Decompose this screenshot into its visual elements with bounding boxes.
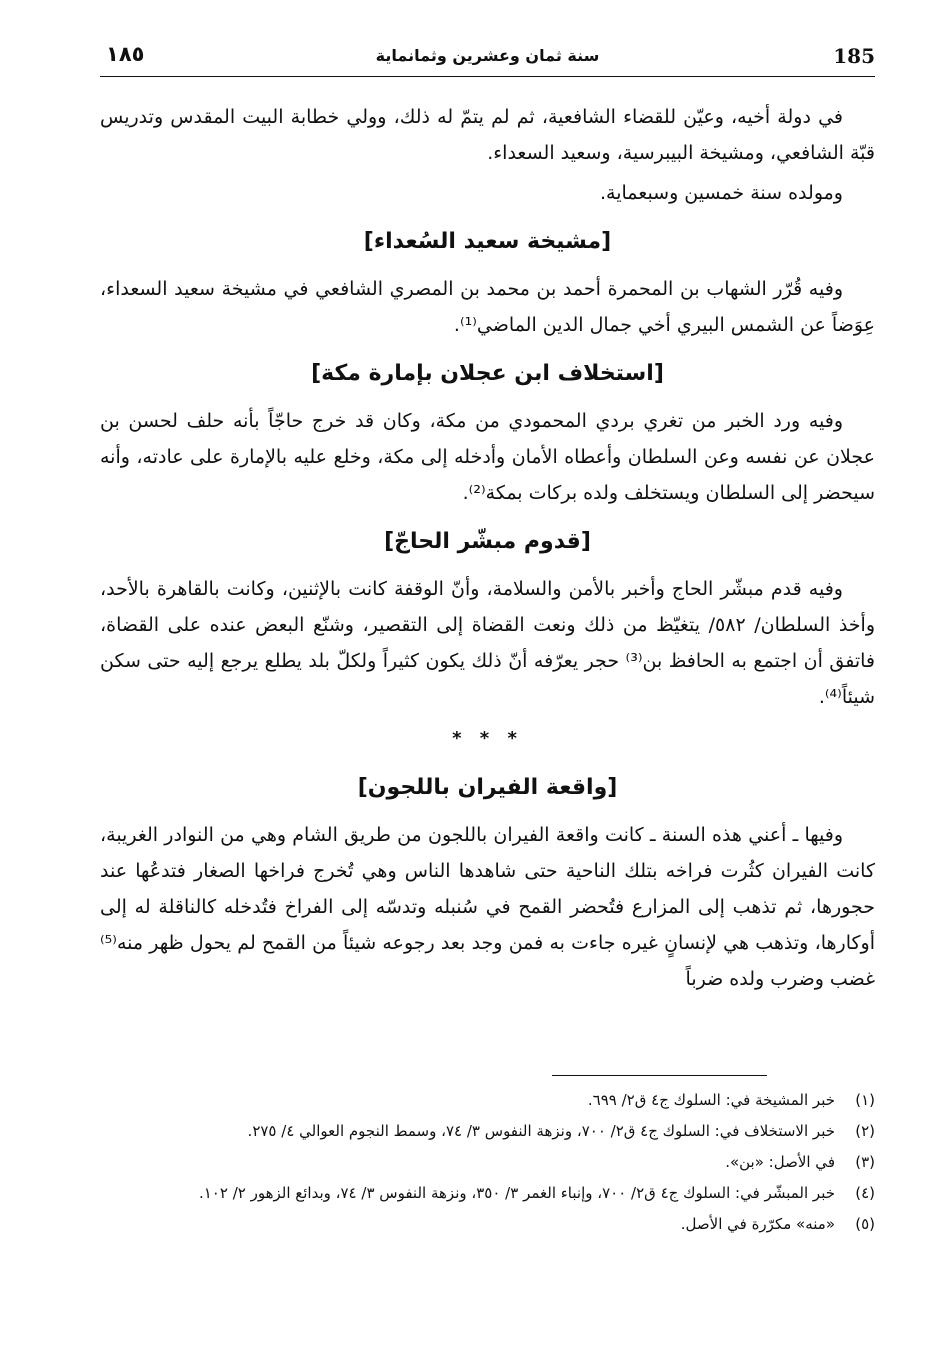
section-heading: [استخلاف ابن عجلان بإمارة مكة] xyxy=(311,361,664,386)
footnote-number: (٢) xyxy=(855,1122,875,1140)
footnote xyxy=(100,1180,875,1207)
page-number-latin: 185 xyxy=(833,44,875,68)
footnote xyxy=(100,1118,875,1145)
footnote-text: خبر المبشّر في: السلوك ج٤ ق٢/ ٧٠٠، وإنباء الغمر ٣/ ٣٥٠، ونزهة النفوس ٣/ ٧٤، وبدائع الزهور ٢/ ١٠٢. xyxy=(198,1184,835,1202)
footnote-number: (١) xyxy=(855,1091,875,1109)
footnote-number: (٤) xyxy=(855,1184,875,1202)
footnote-text: «منه» مكرّرة في الأصل. xyxy=(680,1215,835,1233)
section-paragraph: وفيه قدم مبشّر الحاج وأخبر بالأمن والسلامة، وأنّ الوقفة كانت بالإثنين، وكانت بالقاهرة بالأحد، وأخذ السلطان/ ٥٨٢/ يتغيّظ من ذلك ونعت القضاة إلى التقصير، وشنّع البعض عنده على القضاة، فاتفق أن اجتمع به الحافظ بن⁽³⁾ حجر يعرّفه أنّ ذلك يكون كثيراً ولكلّ بلد يطلع يرجع إليه حتى سكن شيئاً⁽⁴⁾. xyxy=(100,578,875,708)
footnotes xyxy=(100,1075,875,1242)
footnote-text: خبر المشيخة في: السلوك ج٤ ق٢/ ٦٩٩. xyxy=(587,1091,835,1109)
section-heading: [واقعة الفيران باللجون] xyxy=(357,775,618,800)
section-paragraph: وفيها ـ أعني هذه السنة ـ كانت واقعة الفيران باللجون من طريق الشام وهي من النوادر الغريبة، كانت الفيران كثُرت فراخه بتلك الناحية حتى شاهدها الناس وهي تُخرج فراخها الصغار فتدعُها عند حجورها، ثم تذهب إلى المزارع فتُحضر القمح في سُنبله وتدسّه إلى الفراخ فتُدخله كالناقلة له إلى أوكارها، وتذهب هي لإنسانٍ غيره جاءت به فمن وجد بعد رجوعه شيئاً من القمح لم يحول ظهر منه⁽⁵⁾ غضب وضرب ولده ضرباً xyxy=(100,824,875,990)
section-separator: * * * xyxy=(452,728,523,749)
footnote xyxy=(100,1211,875,1238)
birth-note: ومولده سنة خمسين وسبعماية. xyxy=(599,182,843,204)
footnote-number: (٣) xyxy=(855,1153,875,1171)
opening-paragraph: في دولة أخيه، وعيّن للقضاء الشافعية، ثم لم يتمّ له ذلك، وولي خطابة البيت المقدس وتدريس قبّة الشافعي، ومشيخة البيبرسية، وسعيد السعداء. xyxy=(100,106,875,164)
section-heading: [قدوم مبشّر الحاجّ] xyxy=(384,529,591,554)
footnote-text: خبر الاستخلاف في: السلوك ج٤ ق٢/ ٧٠٠، ونزهة النفوس ٣/ ٧٤، وسمط النجوم العوالي ٤/ ٢٧٥. xyxy=(247,1122,835,1140)
page xyxy=(100,40,875,997)
running-header xyxy=(100,40,875,77)
section-paragraph: وفيه ورد الخبر من تغري بردي المحمودي من مكة، وكان قد خرج حاجّاً بأنه حلف لحسن بن عجلان عن نفسه وعن السلطان وأعطاه الأمان وأدخله إلى مكة، وخلع عليه بالإمارة على عادته، وأنه سيحضر إلى السلطان ويستخلف ولده بركات بمكة⁽²⁾. xyxy=(100,410,875,504)
footnote xyxy=(100,1149,875,1176)
footnote-text: في الأصل: «بن». xyxy=(725,1153,835,1171)
page-number-arabic: ١٨٥ xyxy=(106,42,145,66)
main-text xyxy=(100,99,875,997)
running-title: سنة ثمان وعشرين وثمانماية xyxy=(375,46,600,65)
footnote-rule xyxy=(100,1075,875,1087)
section-heading: [مشيخة سعيد السُعداء] xyxy=(363,229,612,254)
section-paragraph: وفيه قُرّر الشهاب بن المحمرة أحمد بن محمد بن المصري الشافعي في مشيخة سعيد السعداء، عِوَضاً عن الشمس البيري أخي جمال الدين الماضي⁽¹⁾. xyxy=(100,278,875,336)
footnote xyxy=(100,1087,875,1114)
footnote-number: (٥) xyxy=(855,1215,875,1233)
